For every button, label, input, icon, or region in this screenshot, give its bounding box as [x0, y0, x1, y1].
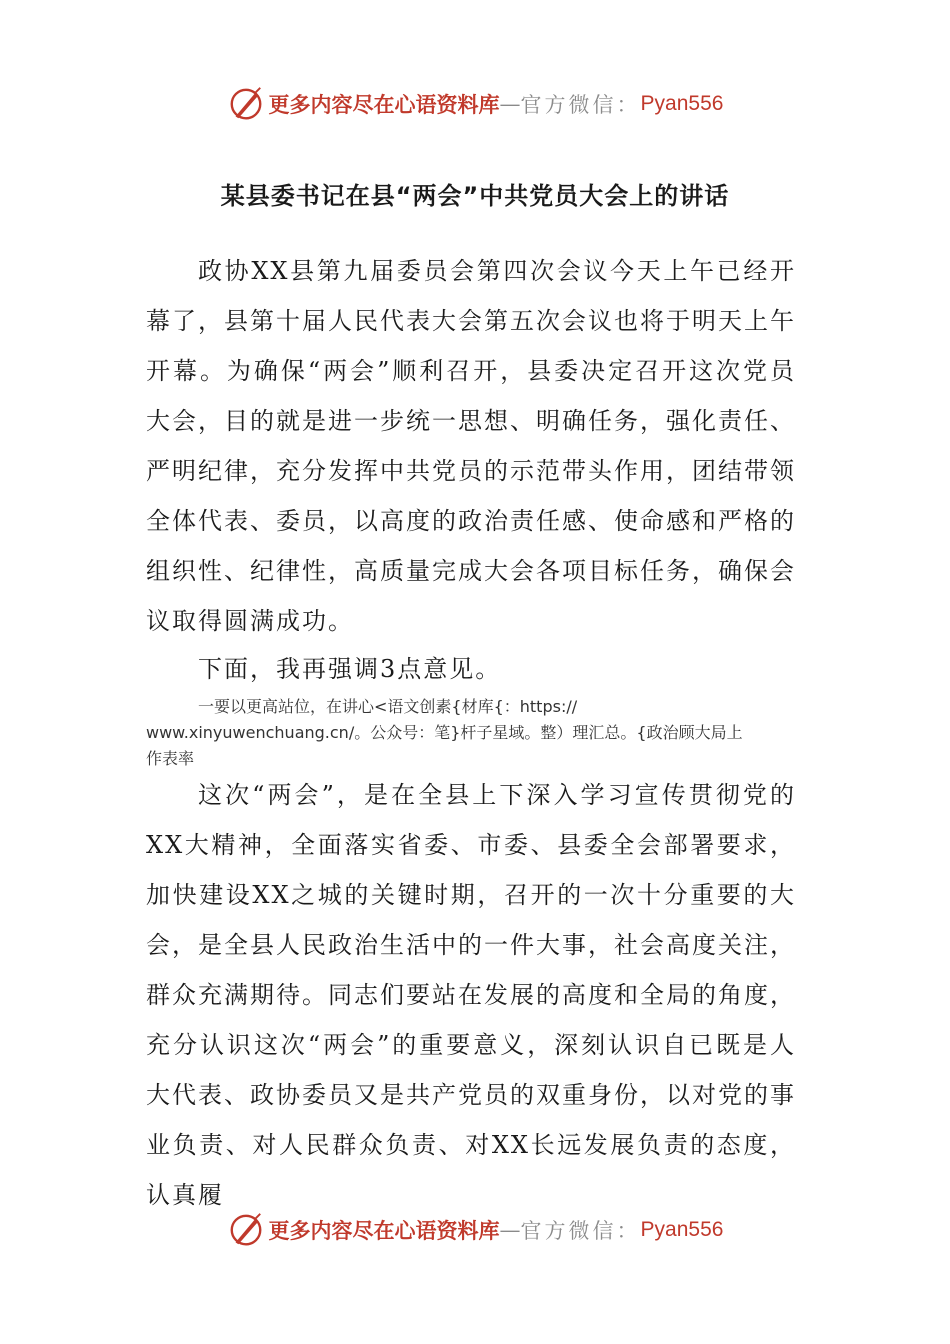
watermark-wechat-id: Pyan556 — [640, 1218, 724, 1241]
note-line-3: 作表率 — [146, 749, 195, 768]
footer-watermark — [0, 1208, 950, 1252]
paragraph-text: 下面，我再强调3点意见。 — [198, 655, 502, 683]
quill-pen-icon — [227, 85, 265, 123]
note-line-1: 一要以更高站位，在讲心<语文创素{材库{：https:// — [198, 697, 578, 716]
paragraph-text: 政协XX县第九届委员会第四次会议今天上午已经开幕了，县第十届人民代表大会第五次会议也将于明天上午开幕。为确保“两会”顺利召开，县委决定召开这次党员大会，目的就是进一步统一思想、明确任务，强化责任、严明纪律，充分发挥中共党员的示范带头作用，团结带领全体代表、委员，以高度的政治责任感、使命感和严格的组织性、纪律性，高质量完成大会各项目标任务，确保会议取得圆满成功。 — [146, 257, 796, 635]
body-paragraph-1 — [146, 246, 796, 646]
watermark-wechat-label: 官方微信： — [520, 93, 641, 117]
watermark-dash: — — [499, 1218, 521, 1242]
watermark-wechat-id: Pyan556 — [640, 92, 724, 115]
watermark-dash: — — [499, 92, 521, 116]
watermark-wechat-label: 官方微信： — [520, 1219, 641, 1243]
note-line-2: www.xinyuwenchuang.cn/。公众号：笔}杆子星域。整）理汇总。{政治顾大局上 — [146, 723, 743, 742]
paragraph-text: 这次“两会”，是在全县上下深入学习宣传贯彻党的XX大精神，全面落实省委、市委、县委全会部署要求，加快建设XX之城的关键时期，召开的一次十分重要的大会，是全县人民政治生活中的一件大事，社会高度关注，群众充满期待。同志们要站在发展的高度和全局的角度，充分认识这次“两会”的重要意义，深刻认识自已既是人大代表、政协委员又是共产党员的双重身份，以对党的事业负责、对人民群众负责、对XX长远发展负责的态度，认真履 — [146, 781, 796, 1209]
watermark-site-text: 更多内容尽在心语资料库 — [268, 1218, 500, 1243]
document-title: 某县委书记在县“两会”中共党员大会上的讲话 — [220, 182, 730, 210]
body-paragraph-2 — [146, 644, 796, 694]
header-watermark — [0, 82, 950, 126]
quill-pen-icon — [227, 1211, 265, 1249]
inserted-note — [146, 694, 806, 772]
watermark-site-text: 更多内容尽在心语资料库 — [268, 92, 500, 117]
body-paragraph-3 — [146, 770, 796, 1220]
